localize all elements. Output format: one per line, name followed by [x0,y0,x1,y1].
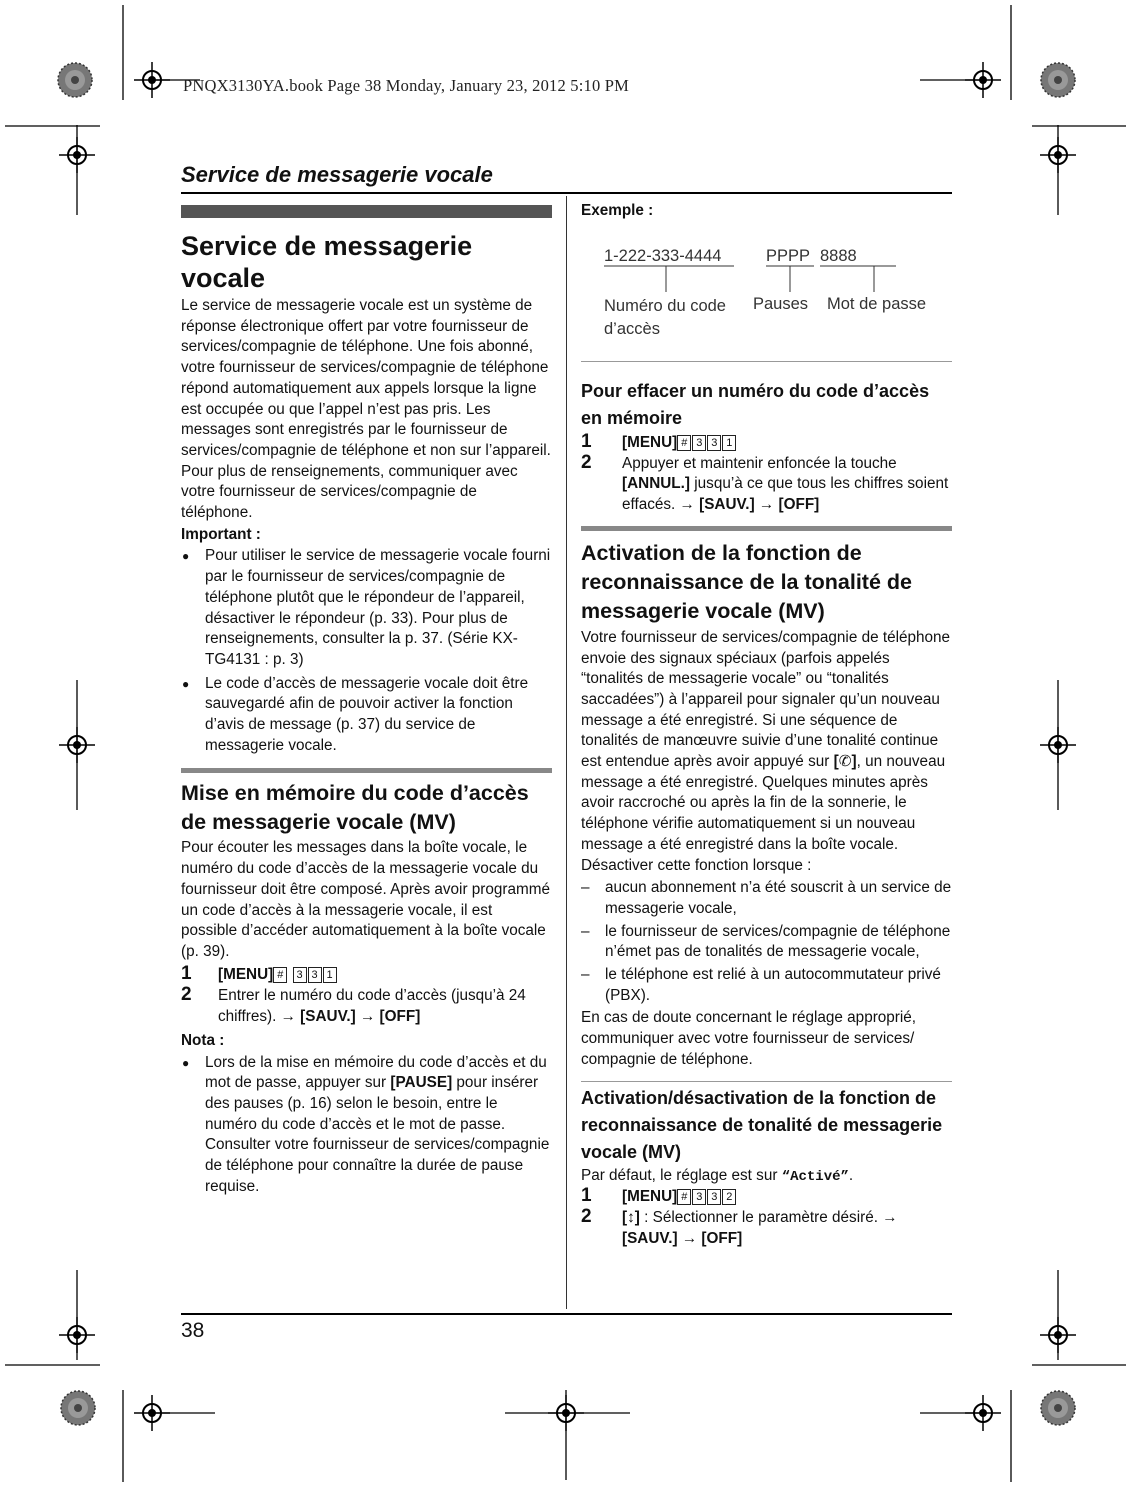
menu-key: [MENU] [622,1188,678,1206]
save-key: [SAUV.] [622,1229,678,1247]
key-3: 3 [293,967,307,983]
menu-key: [MENU] [218,965,274,983]
arrow-icon: → [679,496,695,514]
subsection-rule [581,1081,952,1082]
example-password: 8888 [820,247,857,265]
pause-key: [PAUSE] [390,1074,453,1092]
example-label: Exemple : [581,202,654,219]
key-1: 1 [722,435,736,451]
example-caption-pauses: Pauses [753,295,809,313]
running-title: Service de messagerie vocale [181,162,493,187]
menu-key: [MENU] [622,434,678,451]
step-2: 2 Appuyer et maintenir enfoncée la touche [ANNUL.] jusqu’à ce que tous les chiffres soient effacés. → [SAUV.] → [OFF] [581,451,949,514]
example-pauses: PPPP [766,247,811,265]
rosette-bottom-left [61,1391,95,1425]
footer-rule [181,1313,952,1315]
condition-item: – le fournisseur de services/compagnie de téléphone n’émet pas de tonalités de messagerie vocale, [581,922,951,961]
step-number: 2 [581,451,592,473]
arrow-icon: → [360,1008,376,1026]
subsection-heading: Activation/désactivation de la fonction de reconnaissance de tonalité de messagerie vocale (MV) [581,1087,943,1162]
key-hash: # [677,1189,691,1205]
up-down-icon: ↕ [627,1208,635,1226]
step-1 [581,1187,952,1208]
subsection-heading: Pour effacer un numéro du code d’accès en mémoire [581,381,930,428]
off-key: [OFF] [778,496,820,514]
section-rule [181,768,552,773]
important-bullet: ● Le code d’accès de messagerie vocale doit être sauvegardé afin de pouvoir activer la fonction d’avis de message (p. 37) du service de messagerie vocale. [181,674,552,757]
left-column [181,230,552,1197]
section-body: Pour écouter les messages dans la boîte vocale, le numéro du code d’accès de la messagerie vocale du fournisseur doit être composé. Après avoir programmé un code d’accès à la messagerie vocale, il est possible d’accéder automatiquement à la boîte vocale (p. 39). [181,839,550,960]
section-bar [181,205,552,218]
step-1 [581,433,952,454]
key-3: 3 [692,435,706,451]
section-rule [581,526,952,531]
navigator-key: [↕] [622,1208,640,1226]
rosette-bottom-right [1041,1391,1075,1425]
arrow-icon: → [681,1229,698,1247]
section-heading: Mise en mémoire du code d’accès de messagerie vocale (MV) [181,781,529,835]
section-body: Votre fournisseur de services/compagnie de téléphone envoie des signaux spéciaux (parfois appelés “tonalités de messagerie vocale” ou “tonalités saccadées”) à l’appareil pour signaler qu’un nouveau message a été enregistré. Si une séquence de tonalités de manœuvre suivie d’une tonalité continue est entendue après avoir appuyé sur [✆], un nouveau message a été enregistré. Quelques minutes après avoir raccroché ou après la fin de la sonnerie, le téléphone vérifie automatiquement si un nouveau message a été enregistré dans la boîte vocale. [581,628,951,853]
default-setting: Par défaut, le réglage est sur “Activé”. [581,1166,854,1185]
talk-key: [✆] [833,753,857,771]
key-2: 2 [722,1189,736,1205]
rosette-top-right [1041,63,1075,97]
off-key: [OFF] [701,1229,743,1247]
step-1 [181,962,552,986]
right-column [581,361,952,1249]
section-heading: Service de messagerie vocale [181,231,473,293]
step-number: 2 [581,1205,592,1227]
off-key: [OFF] [379,1008,421,1026]
nota-bullet: ● Lors de la mise en mémoire du code d’accès et du mot de passe, appuyer sur [PAUSE] pour insérer des pauses (p. 16) selon le besoin, entre le numéro du code d’accès et le mot de passe. Consulter votre fournisseur de services/compagnie de téléphone pour connaître la durée de pause requise. [181,1053,552,1198]
section-heading: Activation de la fonction de reconnaissance de la tonalité de messagerie vocale (MV) [581,540,912,623]
condition-item: – aucun abonnement n’a été souscrit à un service de messagerie vocale, [581,879,952,917]
rosette-top-left [58,63,92,97]
step-number: 1 [581,431,592,452]
key-1: 1 [323,967,337,983]
condition-item: – le téléphone est relié à un autocommutateur privé (PBX). [581,966,941,1004]
arrow-icon: → [882,1208,898,1226]
page-number: 38 [181,1319,205,1342]
step-2 [181,986,552,1027]
key-hash: # [273,967,287,983]
book-header: PNQX3130YA.book Page 38 Monday, January 23, 2012 5:10 PM [183,76,629,95]
save-key: [SAUV.] [699,496,755,514]
step-number: 1 [181,962,192,984]
annul-key: [ANNUL.] [622,475,691,493]
example-diagram-lines [600,262,900,296]
disable-intro: Désactiver cette fonction lorsque : [581,856,812,874]
key-3: 3 [707,1189,721,1205]
important-bullet: ● Pour utiliser le service de messagerie vocale fourni par le fournisseur de services/compagnie de téléphone plutôt que le répondeur de l’appareil, désactiver le répondeur (p. 33). Pour plus de renseignements, consulter la p. 37. (Série KX-TG4131 : p. 3) [181,546,552,670]
save-key: [SAUV.] [300,1008,356,1026]
important-label: Important : [181,525,261,543]
talk-icon: ✆ [838,753,852,771]
arrow-icon: → [758,496,775,514]
example-caption-code: Numéro du code d’accès [604,297,726,338]
header-rule [181,192,952,194]
subsection-rule [581,361,952,362]
key-3: 3 [308,967,322,983]
key-hash: # [677,435,691,451]
key-3: 3 [692,1189,706,1205]
closing-text: En cas de doute concernant le réglage approprié, communiquer avec votre fournisseur de services/ compagnie de téléphone. [581,1009,917,1068]
arrow-icon: → [280,1008,296,1026]
key-3: 3 [707,435,721,451]
step-number: 1 [581,1185,592,1207]
column-divider [566,196,567,1309]
section-body: Le service de messagerie vocale est un système de réponse électronique offert par votre fournisseur de services/compagnie de téléphone. Une fois abonné, votre fournisseur de services/compagnie de téléphone répond automatiquement aux appels lorsque la ligne est occupée ou que l’appel n’est pas pris. Les messages sont enregistrés par le fournisseur de services/compagnie de téléphone et non sur l’appareil. Pour plus de renseignements, communiquer avec votre fournisseur de services/compagnie de téléphone. [181,297,551,522]
step-text: Entrer le numéro du code d’accès (jusqu’à 24 chiffres). [218,987,526,1026]
nota-label: Nota : [181,1031,225,1049]
example-caption-password: Mot de passe [827,295,927,313]
default-value: “Activé” [781,1168,849,1185]
step-2: 2 [↕] : Sélectionner le paramètre désiré. → [SAUV.] → [OFF] [581,1205,898,1247]
step-number: 2 [181,984,192,1006]
example-number: 1-222-333-4444 [604,247,722,265]
